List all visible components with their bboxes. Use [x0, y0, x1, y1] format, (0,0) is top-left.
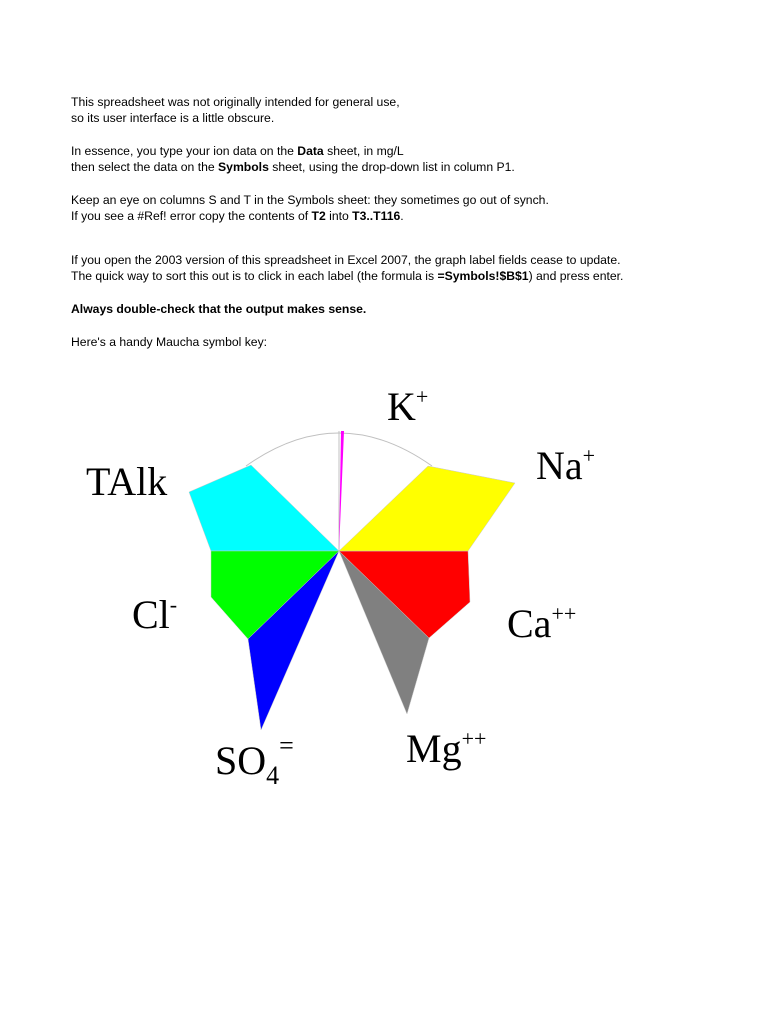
cl-label-charge: -	[169, 592, 178, 617]
k-label-text: K	[387, 384, 416, 429]
mg-label-text: Mg	[406, 726, 462, 771]
na-sector	[339, 466, 515, 551]
maucha-symbol-key	[0, 370, 768, 810]
mg-label-charge: ++	[461, 726, 487, 751]
data-sheet-name: Data	[297, 144, 324, 158]
na-label	[536, 443, 595, 488]
ca-label-text: Ca	[507, 601, 552, 646]
label-formula: =Symbols!$B$1	[437, 269, 529, 283]
symbols-sheet-name: Symbols	[218, 160, 269, 174]
k-label-charge: +	[415, 384, 429, 409]
so4-label	[215, 731, 294, 790]
sync-line-2-post: .	[400, 209, 404, 223]
cl-label	[132, 592, 177, 637]
excel-line-2-pre: The quick way to sort this out is to click in each label (the formula is	[71, 269, 438, 283]
k-label	[387, 384, 428, 429]
excel-line-1: If you open the 2003 version of this spreadsheet in Excel 2007, the graph label fields cease to update.	[71, 253, 621, 267]
cl-label-text: Cl	[132, 592, 170, 637]
ca-label-charge: ++	[551, 601, 577, 626]
sync-line-1: Keep an eye on columns S and T in the Symbols sheet: they sometimes go out of synch.	[71, 193, 549, 207]
excel-line-2	[71, 268, 731, 284]
key-intro-line: Here's a handy Maucha symbol key:	[71, 335, 268, 349]
na-label-charge: +	[582, 443, 596, 468]
cell-range-t3-t116: T3..T116	[352, 209, 401, 223]
excel-line-2-post: ) and press enter.	[528, 269, 624, 283]
sync-line-2-pre: If you see a #Ref! error copy the contents of	[71, 209, 312, 223]
so4-label-charge: =	[279, 731, 294, 760]
essence-line-1	[71, 143, 731, 159]
essence-line-2-post: sheet, using the drop-down list in column P1.	[268, 160, 515, 174]
na-label-text: Na	[536, 443, 583, 488]
mg-label	[406, 726, 486, 771]
intro-line-2: so its user interface is a little obscure.	[71, 111, 275, 125]
essence-line-2	[71, 159, 731, 175]
essence-line-2-pre: then select the data on the	[71, 160, 219, 174]
intro-line-1: This spreadsheet was not originally intended for general use,	[71, 95, 400, 109]
instructions	[71, 94, 731, 350]
so4-label-text: SO	[215, 738, 267, 783]
warning-text: Always double-check that the output makes sense.	[71, 302, 367, 316]
ca-label	[507, 601, 576, 646]
essence-line-1-pre: In essence, you type your ion data on the	[71, 144, 298, 158]
cell-t2: T2	[311, 209, 326, 223]
so4-label-subscript: 4	[266, 761, 280, 790]
talk-label: TAlk	[86, 459, 168, 504]
talk-sector	[189, 465, 339, 551]
sync-line-2	[71, 208, 731, 224]
essence-line-1-post: sheet, in mg/L	[323, 144, 404, 158]
sync-line-2-mid: into	[325, 209, 353, 223]
warning-line	[71, 301, 731, 317]
